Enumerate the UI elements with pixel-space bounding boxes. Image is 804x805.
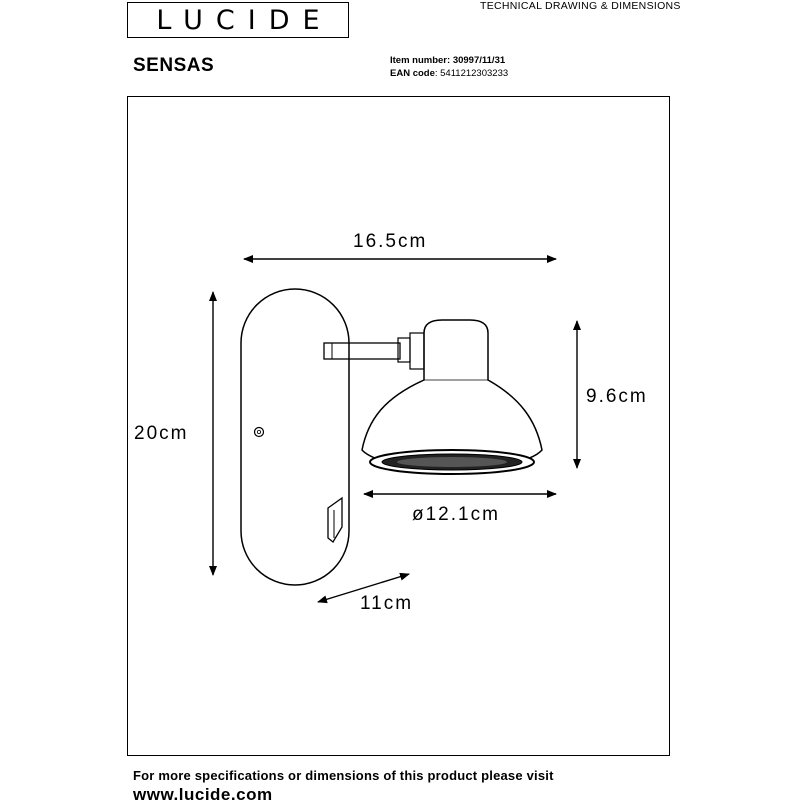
document-title: TECHNICAL DRAWING & DIMENSIONS bbox=[480, 0, 681, 12]
lamp-arm bbox=[324, 343, 400, 359]
head-diameter-label: ø12.1cm bbox=[412, 504, 500, 525]
footer-link[interactable]: www.lucide.com bbox=[133, 785, 273, 804]
switch-icon bbox=[328, 498, 342, 542]
item-number-label: Item number: bbox=[390, 55, 451, 66]
height-label: 20cm bbox=[134, 423, 189, 444]
wall-plate bbox=[241, 289, 349, 585]
footer-text: For more specifications or dimensions of this product please visit bbox=[133, 768, 554, 783]
brand-logo-text: LUCIDE bbox=[156, 4, 333, 36]
item-number-value: 30997/11/31 bbox=[452, 55, 506, 66]
width-label: 16.5cm bbox=[353, 231, 428, 252]
depth-label: 11cm bbox=[360, 593, 414, 614]
screw-icon bbox=[255, 428, 264, 437]
product-name: SENSAS bbox=[133, 55, 215, 76]
lamp-head bbox=[362, 320, 542, 469]
head-height-label: 9.6cm bbox=[586, 386, 648, 407]
ean-label: EAN code bbox=[390, 68, 435, 79]
ean-value: : 5411212303233 bbox=[434, 68, 509, 79]
